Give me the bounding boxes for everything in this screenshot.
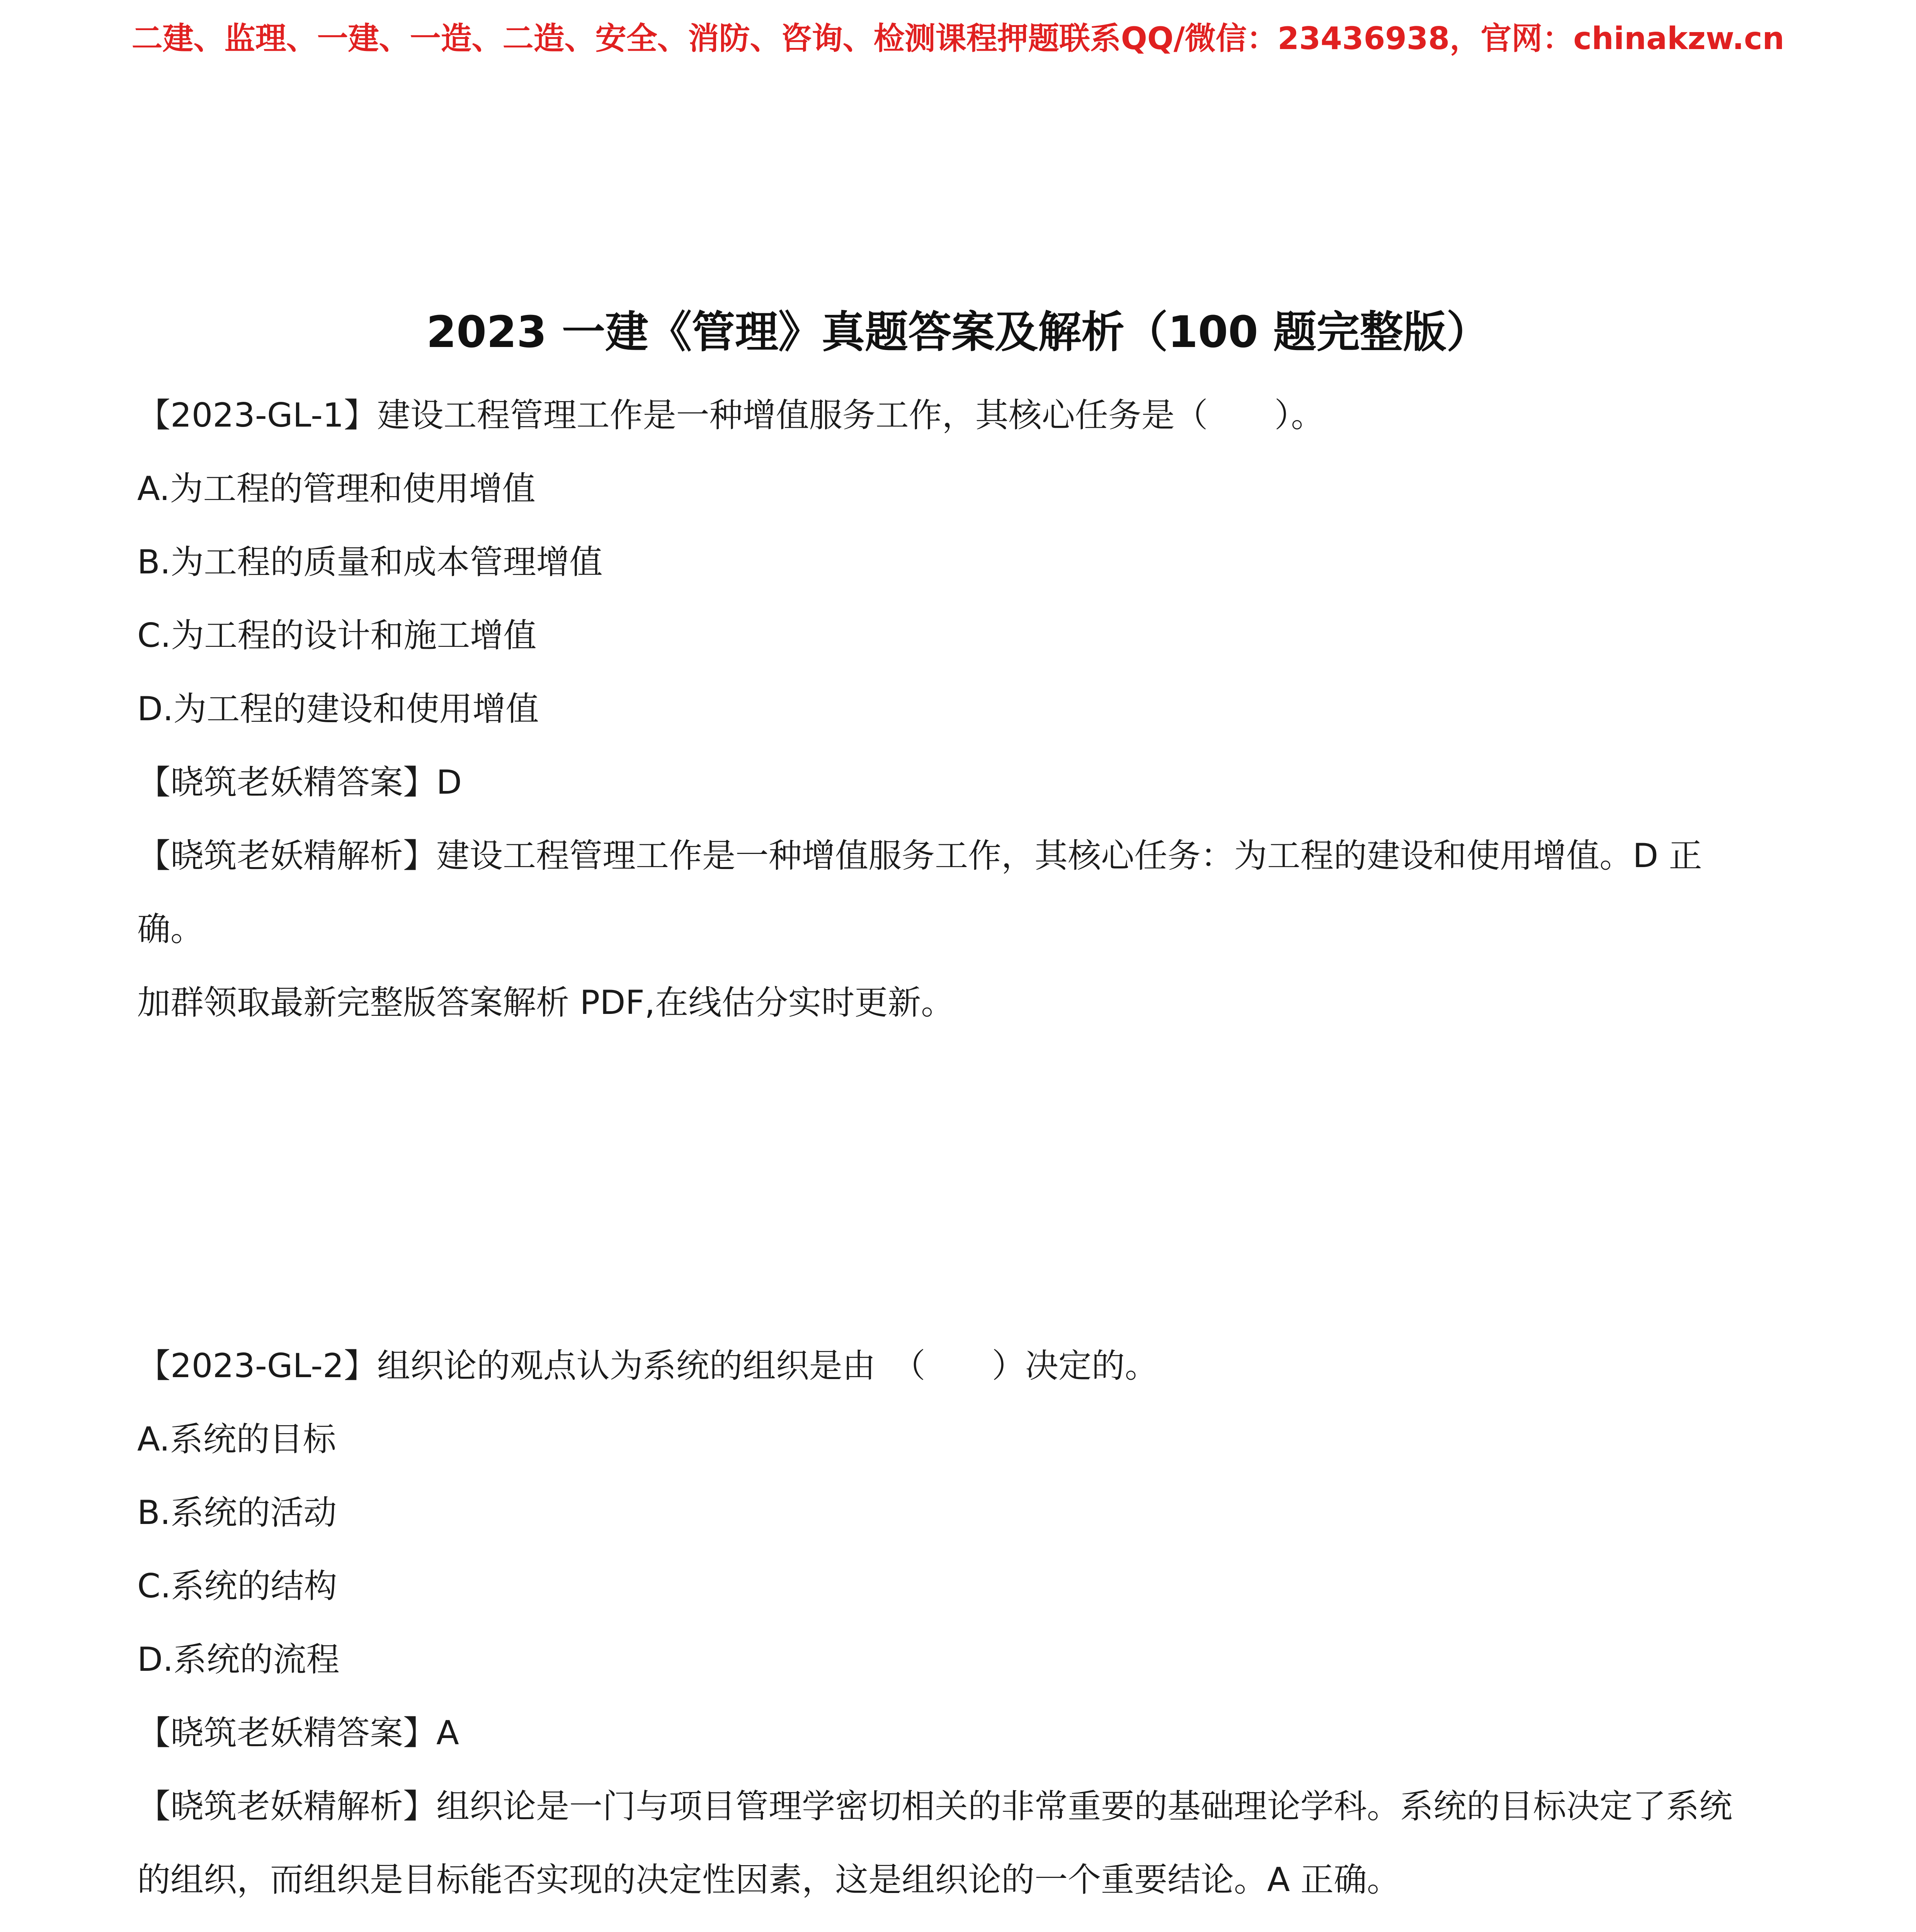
question-1-option-b: B.为工程的质量和成本管理增值 (137, 543, 603, 582)
question-2-option-b: B.系统的活动 (137, 1493, 337, 1532)
question-1-answer: 【晓筑老妖精答案】D (137, 763, 462, 802)
question-1-option-c: C.为工程的设计和施工增值 (137, 616, 537, 655)
question-2-option-a: A.系统的目标 (137, 1420, 336, 1459)
question-2-option-d: D.系统的流程 (137, 1640, 340, 1679)
question-2-option-c: C.系统的结构 (137, 1567, 337, 1605)
question-2-answer: 【晓筑老妖精答案】A (137, 1714, 459, 1752)
question-1-option-d: D.为工程的建设和使用增值 (137, 690, 539, 728)
page-title: 2023 一建《管理》真题答案及解析（100 题完整版） (426, 307, 1490, 357)
question-2-analysis-line-2: 的组织，而组织是目标能否实现的决定性因素，这是组织论的一个重要结论。A 正确。 (137, 1861, 1400, 1899)
header-advertisement: 二建、监理、一建、一造、二造、安全、消防、咨询、检测课程押题联系QQ/微信：23436938，官网：chinakzw.cn (131, 20, 1785, 56)
question-2-stem: 【2023-GL-2】组织论的观点认为系统的组织是由 （ ）决定的。 (137, 1347, 1158, 1385)
question-1-option-a: A.为工程的管理和使用增值 (137, 469, 536, 508)
question-2-analysis-line-1: 【晓筑老妖精解析】组织论是一门与项目管理学密切相关的非常重要的基础理论学科。系统的目标决定了系统 (137, 1787, 1732, 1826)
question-2-note (137, 1928, 954, 1932)
question-1-note: 加群领取最新完整版答案解析 PDF,在线估分实时更新。 (137, 983, 955, 1022)
question-1-stem: 【2023-GL-1】建设工程管理工作是一种增值服务工作，其核心任务是（ ）。 (137, 396, 1324, 435)
question-1-analysis-line-2: 确。 (137, 910, 204, 949)
question-1-analysis-line-1: 【晓筑老妖精解析】建设工程管理工作是一种增值服务工作，其核心任务：为工程的建设和使用增值。D 正 (137, 837, 1702, 875)
